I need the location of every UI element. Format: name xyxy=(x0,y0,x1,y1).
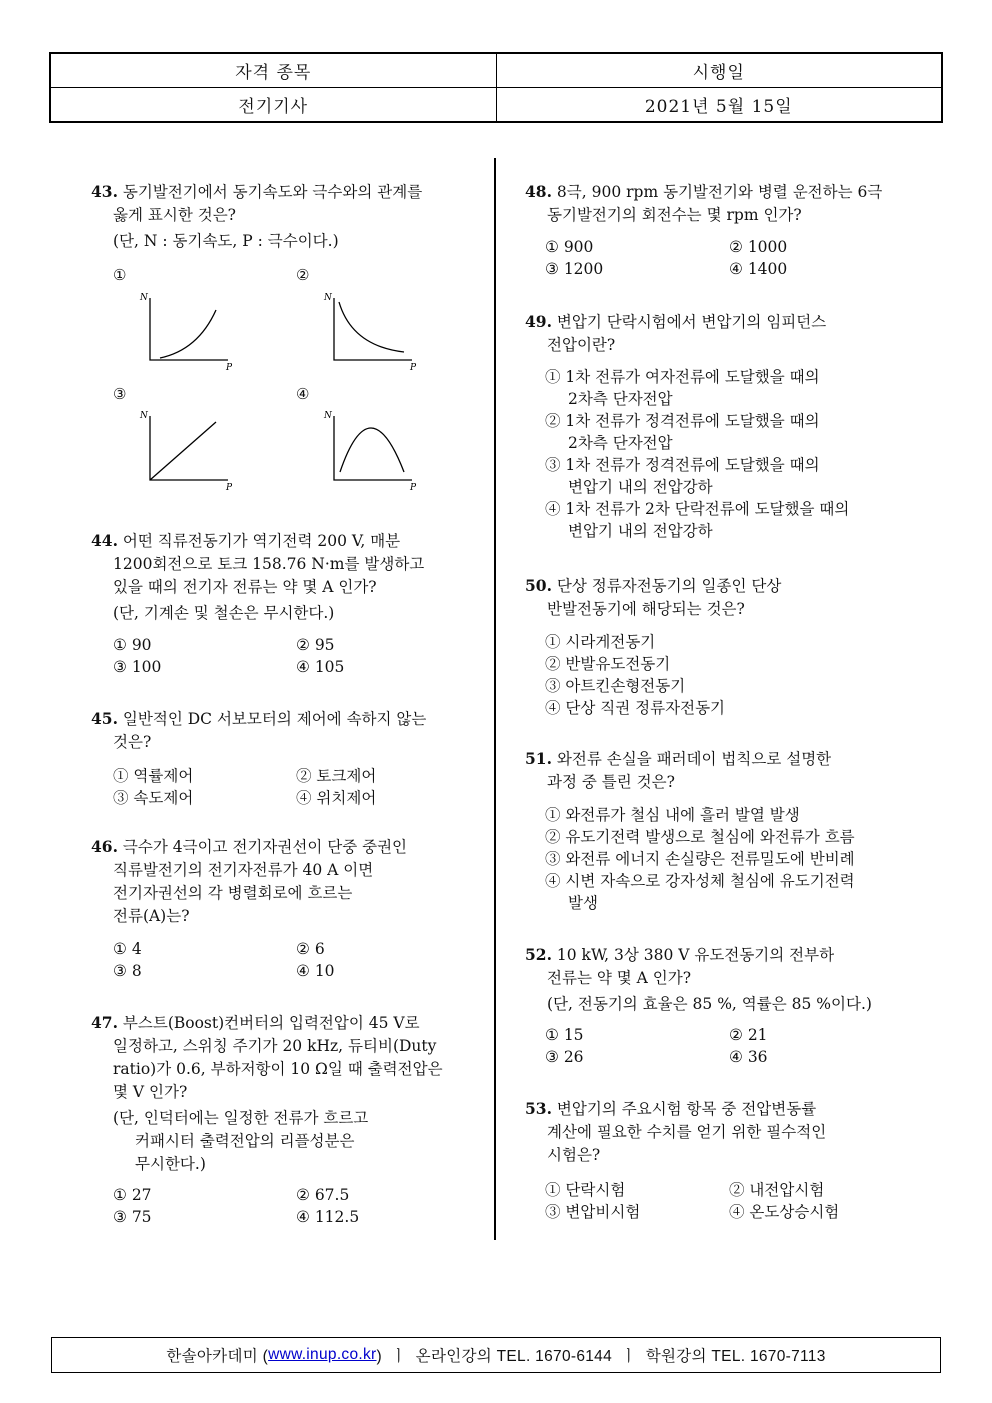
footer-academy: 한솔아카데미 ( xyxy=(166,1348,269,1365)
question-note: 무시한다.) xyxy=(135,1155,206,1173)
header-date-label: 시행일 xyxy=(692,63,745,83)
y-axis-label: N xyxy=(324,411,332,421)
question-text: 10 kW, 3상 380 V 유도전동기의 전부하 xyxy=(556,946,835,964)
option-2-cont: 2차측 단자전압 xyxy=(568,434,673,452)
header-row-labels xyxy=(51,54,941,88)
question-number: 45. xyxy=(91,709,118,728)
option-4: ④ 112.5 xyxy=(296,1208,360,1226)
question-text: 전류(A)는? xyxy=(113,907,190,925)
option-3-cont: 변압기 내의 전압강하 xyxy=(568,478,713,496)
option-2: ② 내전압시험 xyxy=(729,1181,825,1199)
y-axis-label: N xyxy=(140,411,148,421)
header-date-value: 2021년 5월 15일 xyxy=(644,97,793,117)
option-2: ② 반발유도전동기 xyxy=(545,655,671,673)
option-3: ③ 1200 xyxy=(545,260,604,278)
question-text: 몇 V 인가? xyxy=(113,1083,188,1101)
question-text: 전기자권선의 각 병렬회로에 흐르는 xyxy=(113,884,353,902)
graph-option-2-label: ② xyxy=(296,266,310,284)
question-text: 과정 중 틀린 것은? xyxy=(547,773,675,791)
question-number: 49. xyxy=(525,312,552,331)
header-row-values xyxy=(51,88,941,121)
option-4: ④ 위치제어 xyxy=(296,789,377,807)
question-52 xyxy=(525,943,872,1016)
question-text: 변압기 단락시험에서 변압기의 임피던스 xyxy=(556,313,827,331)
question-text: 일정하고, 스위칭 주기가 20 kHz, 듀티비(Duty xyxy=(113,1037,437,1055)
option-3: ③ 변압비시험 xyxy=(545,1203,641,1221)
question-text: 반발전동기에 해당되는 것은? xyxy=(547,600,745,618)
option-1: ① 15 xyxy=(545,1026,584,1044)
option-1: ① 1차 전류가 여자전류에 도달했을 때의 xyxy=(545,368,820,386)
graph-option-4-label: ④ xyxy=(296,385,310,403)
question-note: (단, 인덕터에는 일정한 전류가 흐르고 xyxy=(113,1109,369,1127)
option-3: ③ 75 xyxy=(113,1208,152,1226)
question-note: (단, N : 동기속도, P : 극수이다.) xyxy=(113,232,339,250)
question-text: 부스트(Boost)컨버터의 입력전압이 45 V로 xyxy=(122,1014,420,1032)
question-text: 옳게 표시한 것은? xyxy=(113,206,236,224)
option-1-cont: 2차측 단자전압 xyxy=(568,390,673,408)
question-text: 전압이란? xyxy=(547,336,616,354)
question-note: 커패시터 출력전압의 리플성분은 xyxy=(135,1132,355,1150)
footer xyxy=(51,1337,941,1373)
question-number: 53. xyxy=(525,1099,552,1118)
y-axis-label: N xyxy=(324,293,332,303)
option-2: ② 토크제어 xyxy=(296,767,377,785)
question-text: 1200회전으로 토크 158.76 N·m를 발생하고 xyxy=(113,555,425,573)
option-1: ① 27 xyxy=(113,1186,152,1204)
question-44 xyxy=(91,529,424,625)
option-4: ④ 단상 직권 정류자전동기 xyxy=(545,699,726,717)
option-3: ③ 8 xyxy=(113,962,142,980)
option-3: ③ 속도제어 xyxy=(113,789,194,807)
option-2: ② 95 xyxy=(296,636,335,654)
header-qualification-value: 전기기사 xyxy=(51,88,497,121)
option-3: ③ 1차 전류가 정격전류에 도달했을 때의 xyxy=(545,456,820,474)
x-axis-label: P xyxy=(226,483,233,490)
question-text: 변압기의 주요시험 항목 중 전압변동률 xyxy=(556,1100,817,1118)
graph-2-decreasing-curve xyxy=(322,288,422,370)
question-number: 48. xyxy=(525,182,552,201)
option-3: ③ 아트킨손형전동기 xyxy=(545,677,686,695)
question-text: 있을 때의 전기자 전류는 약 몇 A 인가? xyxy=(113,578,377,596)
question-text: 시험은? xyxy=(547,1146,601,1164)
option-1: ① 역률제어 xyxy=(113,767,194,785)
options-51 xyxy=(545,804,855,914)
option-1: ① 90 xyxy=(113,636,152,654)
question-text: 와전류 손실을 패러데이 법칙으로 설명한 xyxy=(556,750,832,768)
question-note: (단, 전동기의 효율은 85 %, 역률은 85 %이다.) xyxy=(547,995,872,1013)
option-1: ① 단락시험 xyxy=(545,1181,626,1199)
question-53 xyxy=(525,1097,826,1167)
column-divider xyxy=(494,158,496,1240)
question-number: 50. xyxy=(525,576,552,595)
question-number: 52. xyxy=(525,945,552,964)
option-2: ② 6 xyxy=(296,940,325,958)
x-axis-label: P xyxy=(410,363,417,370)
options-49 xyxy=(545,366,849,542)
option-1: ① 시라게전동기 xyxy=(545,633,656,651)
question-note: (단, 기계손 및 철손은 무시한다.) xyxy=(113,604,335,622)
graph-option-3-label: ③ xyxy=(113,385,127,403)
options-50 xyxy=(545,631,725,719)
y-axis-label: N xyxy=(140,293,148,303)
option-3: ③ 26 xyxy=(545,1048,584,1066)
question-50 xyxy=(525,574,781,621)
graph-1-increasing-curve xyxy=(138,288,238,370)
footer-website-link[interactable]: www.inup.co.kr xyxy=(268,1346,377,1363)
question-text: 극수가 4극이고 전기자권선이 단중 중권인 xyxy=(122,838,408,856)
footer-contacts: ) ㅣ 온라인강의 TEL. 1670-6144 ㅣ 학원강의 TEL. 1670-7113 xyxy=(376,1348,826,1365)
option-2: ② 유도기전력 발생으로 철심에 와전류가 흐름 xyxy=(545,828,855,846)
graph-3-linear xyxy=(138,406,238,490)
x-axis-label: P xyxy=(226,363,233,370)
question-47 xyxy=(91,1011,443,1176)
graph-4-parabola xyxy=(322,406,422,490)
question-48 xyxy=(525,180,882,227)
question-number: 44. xyxy=(91,531,118,550)
question-text: 동기발전기에서 동기속도와 극수와의 관계를 xyxy=(122,183,423,201)
header-qualification-label: 자격 종목 xyxy=(51,54,497,87)
question-number: 47. xyxy=(91,1013,118,1032)
question-text: 어떤 직류전동기가 역기전력 200 V, 매분 xyxy=(122,532,401,550)
question-43 xyxy=(91,180,422,253)
option-1: ① 4 xyxy=(113,940,142,958)
option-2: ② 1000 xyxy=(729,238,788,256)
option-3: ③ 100 xyxy=(113,658,162,676)
option-4: ④ 1차 전류가 2차 단락전류에 도달했을 때의 xyxy=(545,500,850,518)
option-2: ② 67.5 xyxy=(296,1186,350,1204)
option-4: ④ 10 xyxy=(296,962,335,980)
question-49 xyxy=(525,310,826,357)
option-2: ② 21 xyxy=(729,1026,768,1044)
question-text: 전류는 약 몇 A 인가? xyxy=(547,969,692,987)
option-4: ④ 시변 자속으로 강자성체 철심에 유도기전력 xyxy=(545,872,855,890)
x-axis-label: P xyxy=(410,483,417,490)
option-4: ④ 105 xyxy=(296,658,345,676)
option-4: ④ 1400 xyxy=(729,260,788,278)
question-text: 것은? xyxy=(113,733,152,751)
question-text: 단상 정류자전동기의 일종인 단상 xyxy=(556,577,782,595)
option-1: ① 900 xyxy=(545,238,594,256)
question-number: 46. xyxy=(91,837,118,856)
option-4: ④ 36 xyxy=(729,1048,768,1066)
question-text: ratio)가 0.6, 부하저항이 10 Ω일 때 출력전압은 xyxy=(113,1060,443,1078)
graph-option-1-label: ① xyxy=(113,266,127,284)
question-text: 동기발전기의 회전수는 몇 rpm 인가? xyxy=(547,206,802,224)
question-text: 일반적인 DC 서보모터의 제어에 속하지 않는 xyxy=(122,710,427,728)
option-4-cont: 발생 xyxy=(568,894,598,912)
option-4-cont: 변압기 내의 전압강하 xyxy=(568,522,713,540)
question-number: 51. xyxy=(525,749,552,768)
header-table xyxy=(49,52,943,123)
option-2: ② 1차 전류가 정격전류에 도달했을 때의 xyxy=(545,412,820,430)
question-text: 계산에 필요한 수치를 얻기 위한 필수적인 xyxy=(547,1123,827,1141)
question-46 xyxy=(91,835,407,928)
question-51 xyxy=(525,747,831,794)
question-text: 직류발전기의 전기자전류가 40 A 이면 xyxy=(113,861,374,879)
question-number: 43. xyxy=(91,182,118,201)
option-3: ③ 와전류 에너지 손실량은 전류밀도에 반비례 xyxy=(545,850,855,868)
question-text: 8극, 900 rpm 동기발전기와 병렬 운전하는 6극 xyxy=(556,183,883,201)
question-45 xyxy=(91,707,426,754)
option-4: ④ 온도상승시험 xyxy=(729,1203,840,1221)
option-1: ① 와전류가 철심 내에 흘러 발열 발생 xyxy=(545,806,800,824)
